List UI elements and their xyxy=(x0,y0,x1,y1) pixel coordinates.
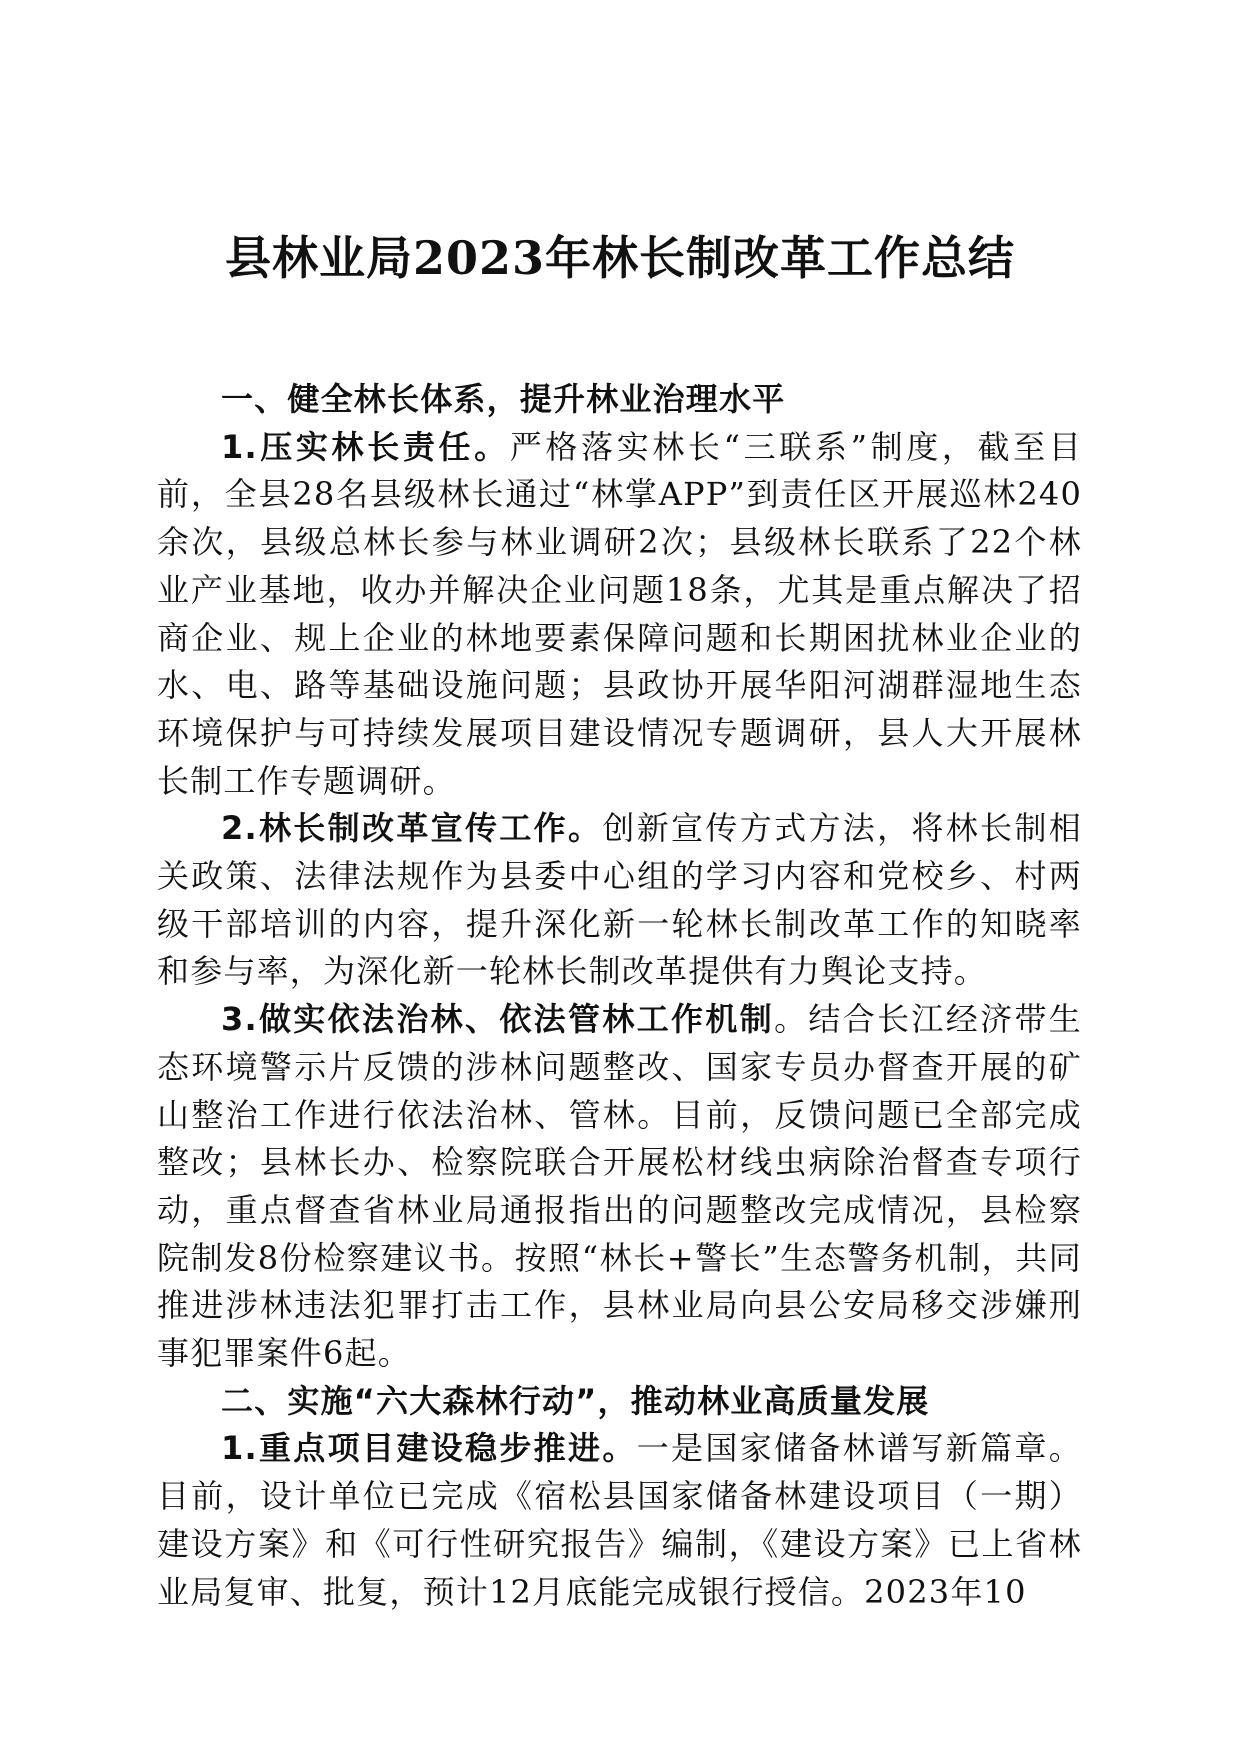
document-body xyxy=(157,376,1082,1616)
paragraph-text: 一是国家储备林谱写新篇章。目前，设计单位已完成《宿松县国家储备林建设项目（一期）建设方案》和《可行性研究报告》编制，《建设方案》已上省林业局复审、批复，预计12月底能完成银行授信。2023年10 xyxy=(157,1429,1082,1611)
paragraph-lead: 2.林长制改革宣传工作。 xyxy=(221,809,603,848)
paragraph-1-3 xyxy=(157,996,1082,1378)
paragraph-lead: 1.压实林长责任。 xyxy=(221,427,510,466)
paragraph-text: 创新宣传方式方法，将林长制相关政策、法律法规作为县委中心组的学习内容和党校乡、村两级干部培训的内容，提升深化新一轮林长制改革工作的知晓率和参与率，为深化新一轮林长制改革提供有力舆论支持。 xyxy=(157,809,1082,991)
section-heading-2: 二、实施“六大森林行动”，推动林业高质量发展 xyxy=(221,1381,930,1420)
paragraph-lead: 3.做实依法治林、依法管林工作机制 xyxy=(221,1000,775,1039)
paragraph-2-1 xyxy=(157,1425,1082,1616)
paragraph-lead: 1.重点项目建设稳步推进。 xyxy=(221,1429,637,1468)
paragraph-text: 。结合长江经济带生态环境警示片反馈的涉林问题整改、国家专员办督查开展的矿山整治工作进行依法治林、管林。目前，反馈问题已全部完成整改；县林长办、检察院联合开展松材线虫病除治督查专项行动，重点督查省林业局通报指出的问题整改完成情况，县检察院制发8份检察建议书。按照“林长+警长”生态警务机制，共同推进涉林违法犯罪打击工作，县林业局向县公安局移交涉嫌刑事犯罪案件6起。 xyxy=(157,1000,1082,1373)
document-title: 县林业局2023年林长制改革工作总结 xyxy=(224,231,1016,285)
paragraph-text: 严格落实林长“三联系”制度，截至目前，全县28名县级林长通过“林掌APP”到责任区开展巡林240余次，县级总林长参与林业调研2次；县级林长联系了22个林业产业基地，收办并解决企业问题18条，尤其是重点解决了招商企业、规上企业的林地要素保障问题和长期困扰林业企业的水、电、路等基础设施问题；县政协开展华阳河湖群湿地生态环境保护与可持续发展项目建设情况专题调研，县人大开展林长制工作专题调研。 xyxy=(157,427,1082,800)
paragraph-1-2 xyxy=(157,805,1082,996)
section-heading-1: 一、健全林长体系，提升林业治理水平 xyxy=(221,380,786,418)
paragraph-1-1 xyxy=(157,424,1082,806)
